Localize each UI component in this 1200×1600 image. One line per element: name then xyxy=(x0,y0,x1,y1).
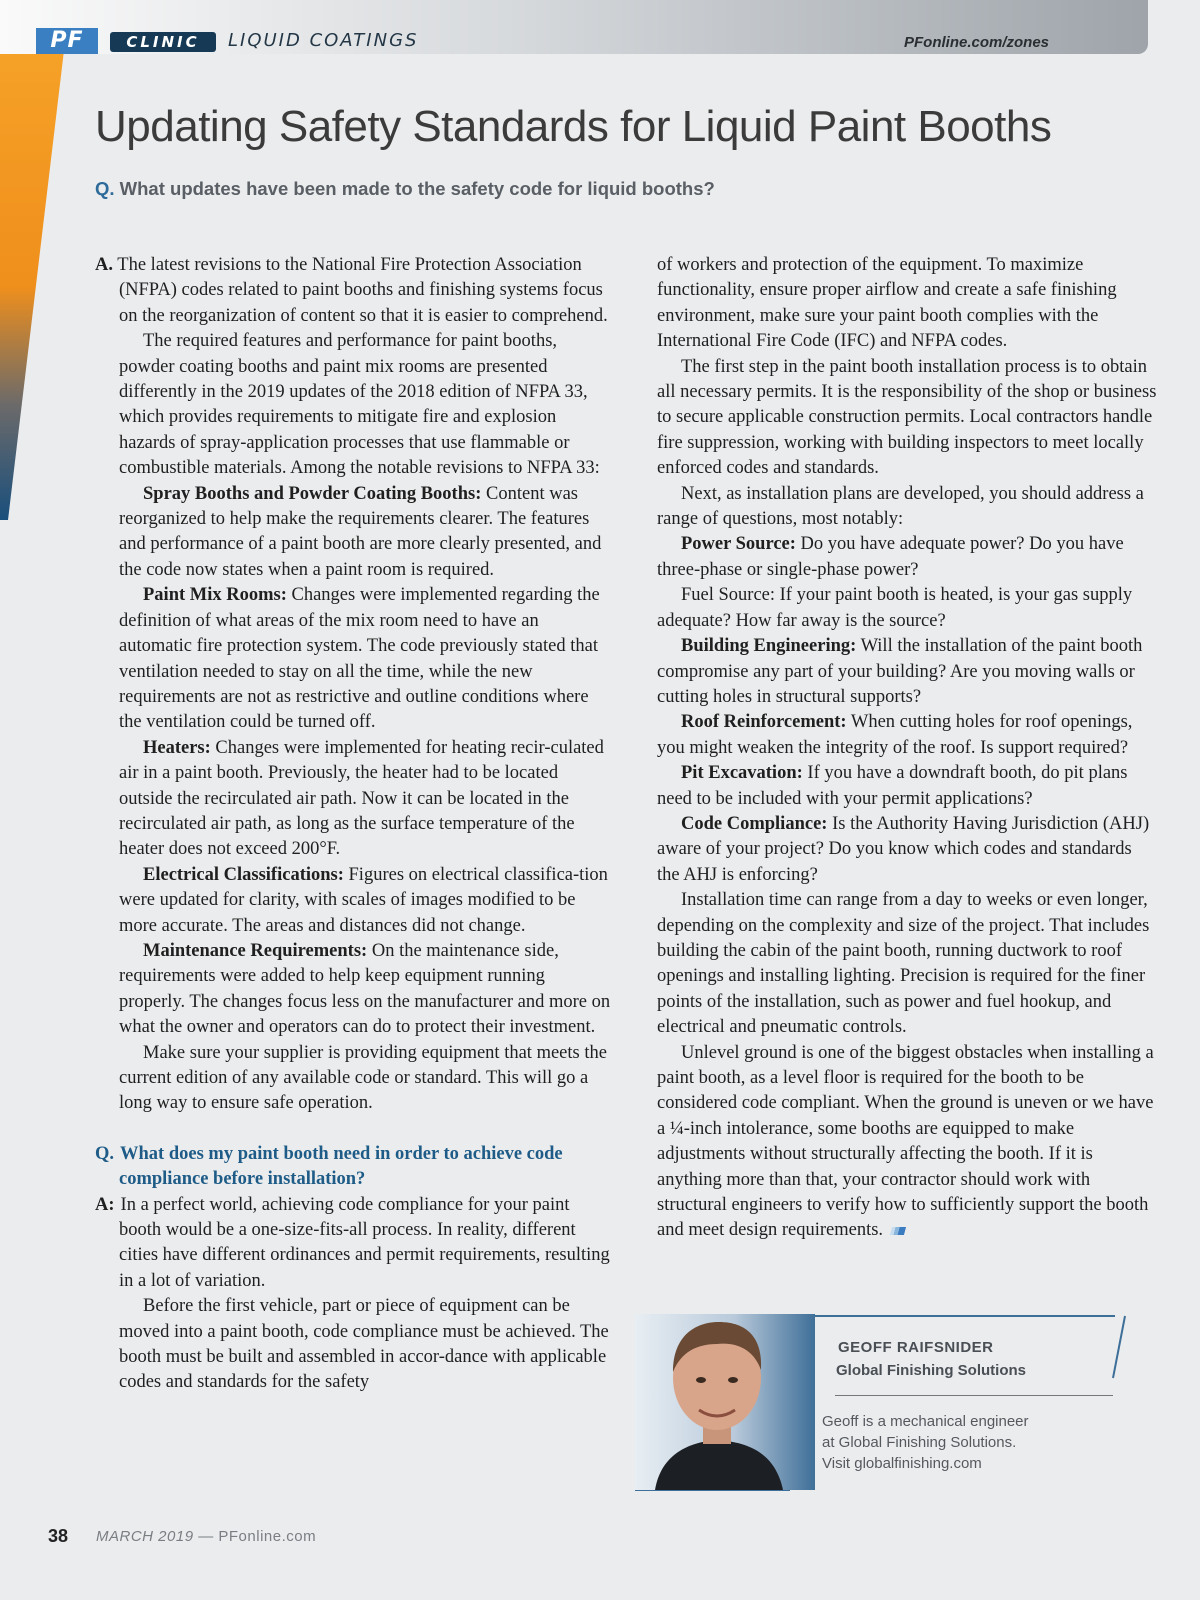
answer-marker: A. xyxy=(95,255,113,275)
left-column xyxy=(95,253,615,1396)
revision-label: Paint Mix Rooms: xyxy=(143,585,287,606)
revision-label: Maintenance Requirements: xyxy=(143,940,368,961)
question-building-engineering xyxy=(657,634,1157,710)
body-paragraph xyxy=(657,1041,1157,1244)
body-paragraph xyxy=(95,1041,615,1117)
question-body: Is the Authority Having Jurisdiction (AHJ) aware of your project? Do you know which codes and standards the AHJ is enforcing? xyxy=(657,813,1150,885)
answer-paragraph xyxy=(95,253,615,329)
paragraph-text: The required features and performance for paint booths, powder coating booths and paint mix rooms are presented differently in the 2019 updates of the 2018 edition of NFPA 33, which provides requirements to mitigate fire and explosion hazards of spray-application processes that use flammable or combustible materials. Among the notable revisions to NFPA 33: xyxy=(119,331,600,479)
paragraph-text: The first step in the paint booth installation process is to obtain all necessary permits. It is the responsibility of the shop or business to secure applicable construction permits. Local contractors handle fire suppression, working with building inspectors to meet locally enforced codes and standards. xyxy=(657,356,1157,479)
revision-spray-booths xyxy=(95,482,615,584)
paragraph-text: Make sure your supplier is providing equipment that meets the current edition of any available code or standard. This will go a long way to ensure safe operation. xyxy=(119,1042,607,1114)
revision-label: Spray Booths and Powder Coating Booths: xyxy=(143,483,482,504)
question-marker: Q. xyxy=(95,1143,115,1164)
question-body: Do you have adequate power? Do you have three-phase or single-phase power? xyxy=(657,534,1124,580)
revision-text: Figures on electrical classifica-tion were updated for clarity, with scales of images modified to be more accurate. The areas and distances did not change. xyxy=(119,864,608,936)
question-body: Fuel Source: If your paint booth is heated, is your gas supply adequate? How far away is the source? xyxy=(657,585,1133,631)
revision-text: Content was reorganized to help make the requirements clearer. The features and performance of a paint booth are more clearly presented, and the code now states when a paint room is required. xyxy=(119,483,602,580)
answer-paragraph xyxy=(95,1193,615,1295)
paragraph-text: of workers and protection of the equipment. To maximize functionality, ensure proper airflow and create a safe finishing environment, make sure your paint booth complies with the International Fire Code (IFC) and NFPA codes. xyxy=(657,255,1117,352)
body-paragraph xyxy=(657,482,1157,533)
author-website-link[interactable]: Visit globalfinishing.com xyxy=(822,1455,982,1472)
body-paragraph xyxy=(657,253,1157,355)
body-paragraph xyxy=(95,329,615,481)
author-bio-line: Geoff is a mechanical engineer xyxy=(822,1413,1029,1430)
answer-marker: A: xyxy=(95,1194,115,1215)
revision-electrical xyxy=(95,863,615,939)
footer-site-link[interactable]: PFonline.com xyxy=(218,1528,317,1545)
right-column xyxy=(657,253,1157,1244)
pf-logo[interactable]: PF xyxy=(36,28,98,54)
question-fuel-source xyxy=(657,583,1157,634)
answer-text: In a perfect world, achieving code compliance for your paint booth would be a one-size-fits-all process. In reality, different cities have different ordinances and permit requirements, resulting in a lot of variation. xyxy=(119,1194,610,1291)
question-label: Code Compliance: xyxy=(681,813,828,834)
paragraph-text: Installation time can range from a day to weeks or even longer, depending on the complexity and size of the project. That includes building the cabin of the paint booth, running ductwork to roof openings and installing lighting. Precision is required for the finer points of the installation, such as power and fuel hookup, and electrical and pneumatic controls. xyxy=(657,890,1150,1038)
author-bio xyxy=(822,1411,1112,1474)
page-title: Updating Safety Standards for Liquid Paint Booths xyxy=(95,102,1052,151)
revision-paint-mix-rooms xyxy=(95,583,615,735)
question-text: What updates have been made to the safety code for liquid booths? xyxy=(114,178,715,199)
body-paragraph xyxy=(657,355,1157,482)
end-of-article-icon xyxy=(890,1227,906,1235)
question-body: When cutting holes for roof openings, you might weaken the integrity of the roof. Is support required? xyxy=(657,712,1133,758)
page-number: 38 xyxy=(48,1526,69,1546)
question-body: Will the installation of the paint booth compromise any part of your building? Are you moving walls or cutting holes in structural supports? xyxy=(657,636,1143,707)
question-marker: Q. xyxy=(95,178,115,199)
revision-label: Heaters: xyxy=(143,737,211,758)
question-power-source xyxy=(657,532,1157,583)
question-pit-excavation xyxy=(657,761,1157,812)
header-url-link[interactable]: PFonline.com/zones xyxy=(904,34,1050,51)
question-label: Roof Reinforcement: xyxy=(681,712,847,733)
question-body: If you have a downdraft booth, do pit plans need to be included with your permit applications? xyxy=(657,763,1128,809)
revision-text: Changes were implemented for heating recir-culated air in a paint booth. Previously, the heater had to be located outside the recirculated air path. Now it can be located in the recirculated air path, as long as the surface temperature of the heater does not exceed 200°F. xyxy=(119,737,604,860)
clinic-tag: CLINIC xyxy=(110,32,216,52)
left-accent-stripe xyxy=(0,0,70,520)
author-portrait-icon xyxy=(635,1314,815,1490)
footer-separator: — xyxy=(193,1528,219,1545)
author-bio-line: at Global Finishing Solutions. xyxy=(822,1434,1017,1451)
intro-question xyxy=(95,178,715,200)
author-company: Global Finishing Solutions xyxy=(836,1362,1026,1379)
revision-label: Electrical Classifications: xyxy=(143,864,344,885)
question-label: Power Source: xyxy=(681,534,796,555)
author-divider xyxy=(835,1395,1113,1396)
revision-text: Changes were implemented regarding the definition of what areas of the mix room need to have an automatic fire protection system. The code previously stated that ventilation needed to stay on all the time, while the new requirements are not as restrictive and outline conditions where the ventilation could be turned off. xyxy=(119,585,600,733)
author-photo xyxy=(635,1314,815,1490)
revision-text: On the maintenance side, requirements were added to help keep equipment running properly. The changes focus less on the manufacturer and more on what the owner and operators can do to protect their investment. xyxy=(119,940,611,1038)
footer-issue xyxy=(96,1528,316,1545)
question-code-compliance xyxy=(657,812,1157,888)
question-text: What does my paint booth need in order to achieve code compliance before installation? xyxy=(119,1143,563,1190)
paragraph-text: Unlevel ground is one of the biggest obstacles when installing a paint booth, as a level floor is required for the booth to be considered code compliant. When the ground is uneven or we have a ¼-inch intolerance, some booths are equipped to make adjustments without structurally affecting the booth. If it is anything more than that, your contractor should work with structural engineers to verify how to sufficiently support the booth and meet design requirements. xyxy=(657,1042,1154,1241)
revision-heaters xyxy=(95,736,615,863)
question-roof-reinforcement xyxy=(657,710,1157,761)
second-question xyxy=(95,1142,615,1193)
question-label: Building Engineering: xyxy=(681,636,857,657)
author-name: GEOFF RAIFSNIDER xyxy=(838,1339,994,1356)
issue-date: MARCH 2019 xyxy=(96,1528,194,1545)
paragraph-text: Next, as installation plans are developed, you should address a range of questions, most notably: xyxy=(657,483,1144,530)
paragraph-text: Before the first vehicle, part or piece of equipment can be moved into a paint booth, code compliance must be achieved. The booth must be built and assembled in accor-dance with applicable codes and standards for the safety xyxy=(119,1296,609,1393)
question-label: Pit Excavation: xyxy=(681,763,803,784)
author-box xyxy=(635,1314,1140,1492)
answer-text: The latest revisions to the National Fire Protection Association (NFPA) codes related to paint booths and finishing systems focus on the reorganization of content so that it is easier to comprehend. xyxy=(113,255,608,326)
revision-maintenance xyxy=(95,939,615,1041)
body-paragraph xyxy=(95,1294,615,1396)
section-name: LIQUID COATINGS xyxy=(228,30,419,51)
body-paragraph xyxy=(657,888,1157,1040)
